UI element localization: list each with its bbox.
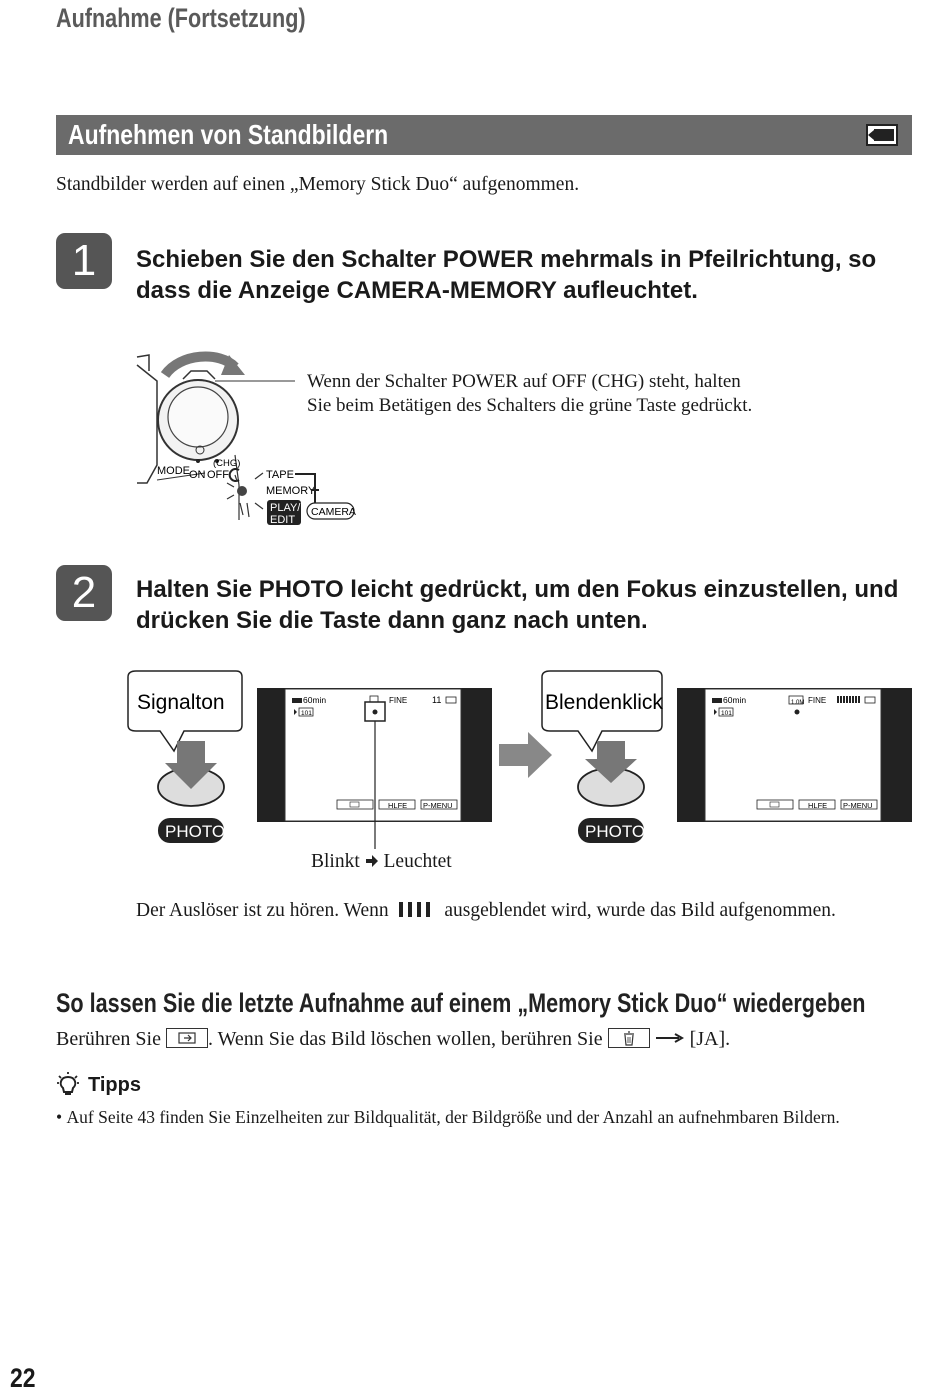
leuchtet-text: Leuchtet xyxy=(383,851,452,872)
svg-text:101: 101 xyxy=(301,710,312,717)
on-label: ON xyxy=(189,469,206,481)
tips-heading: Tipps xyxy=(88,1074,141,1096)
trash-key-icon xyxy=(608,1028,650,1048)
svg-text:HLFE: HLFE xyxy=(388,801,408,810)
lcd-screen-2 xyxy=(677,688,912,822)
memory-stick-icon xyxy=(866,124,898,146)
shutter-note: Der Auslöser ist zu hören. Wenn ausgeblendet wird, wurde das Bild aufgenommen. xyxy=(136,900,836,921)
play-label: PLAY/ xyxy=(270,502,301,514)
mode-label: MODE xyxy=(157,465,190,477)
section-title: Aufnehmen von Standbildern xyxy=(68,119,389,150)
page-number: 22 xyxy=(10,1363,36,1393)
next-arrow-icon xyxy=(499,732,552,778)
recording-bars-icon xyxy=(397,900,435,918)
playback-instruction: Berühren Sie . Wenn Sie das Bild löschen wollen, berühren Sie [JA]. xyxy=(56,1028,731,1050)
svg-text:P-MENU: P-MENU xyxy=(423,801,453,810)
step-2-instruction: Halten Sie PHOTO leicht gedrückt, um den Fokus einzustellen, und drücken Sie die Taste dann ganz nach unten. xyxy=(136,576,899,634)
intro-text: Standbilder werden auf einen „Memory Stick Duo“ aufgenommen. xyxy=(56,174,580,195)
svg-text:P-MENU: P-MENU xyxy=(843,801,873,810)
svg-text:60min: 60min xyxy=(303,695,327,705)
edit-label: EDIT xyxy=(270,514,296,526)
lcd-screen-1 xyxy=(257,688,492,849)
tips-item: • Auf Seite 43 finden Sie Einzelheiten zur Bildqualität, der Bildgröße und der Anzahl an aufnehmbaren Bildern. xyxy=(56,1107,840,1127)
memory-label: MEMORY xyxy=(266,485,316,497)
step-2-badge: 2 xyxy=(56,565,112,621)
right-arrow-icon xyxy=(365,854,379,868)
camera-lamp-icon xyxy=(237,486,247,496)
svg-text:FINE: FINE xyxy=(389,696,408,705)
review-key-icon xyxy=(166,1028,208,1048)
step-1-instruction: Schieben Sie den Schalter POWER mehrmals in Pfeilrichtung, so dass die Anzeige CAMERA-MEMORY aufleuchtet. xyxy=(136,246,877,304)
long-arrow-icon xyxy=(655,1031,685,1045)
lightbulb-icon xyxy=(56,1071,80,1097)
page-header: Aufnahme (Fortsetzung) xyxy=(56,3,306,33)
blinkt-text: Blinkt xyxy=(311,851,360,872)
step-1-badge: 1 xyxy=(56,233,112,289)
photo-label-2: PHOTO xyxy=(585,822,646,841)
camera-label: CAMERA xyxy=(311,506,356,518)
svg-text:1.0M: 1.0M xyxy=(791,700,805,706)
power-switch-note: Wenn der Schalter POWER auf OFF (CHG) steht, halten Sie beim Betätigen des Schalters die grüne Taste gedrückt. xyxy=(307,371,753,416)
photo-sequence-illustration xyxy=(124,667,914,849)
focus-indicator-caption xyxy=(311,851,452,873)
chg-label: (CHG) xyxy=(213,458,241,469)
off-label: OFF xyxy=(207,469,229,481)
photo-label-1: PHOTO xyxy=(165,822,226,841)
blendenklick-label: Blendenklick xyxy=(545,691,663,714)
tape-label: TAPE xyxy=(266,469,294,481)
svg-text:HLFE: HLFE xyxy=(808,801,828,810)
section-title-bar xyxy=(56,115,912,155)
svg-text:101: 101 xyxy=(721,710,732,717)
signalton-label: Signalton xyxy=(137,691,225,714)
svg-text:FINE: FINE xyxy=(808,696,827,705)
svg-text:11: 11 xyxy=(432,695,442,705)
svg-text:60min: 60min xyxy=(723,695,747,705)
playback-subheading: So lassen Sie die letzte Aufnahme auf einem „Memory Stick Duo“ wiedergeben xyxy=(56,988,866,1018)
